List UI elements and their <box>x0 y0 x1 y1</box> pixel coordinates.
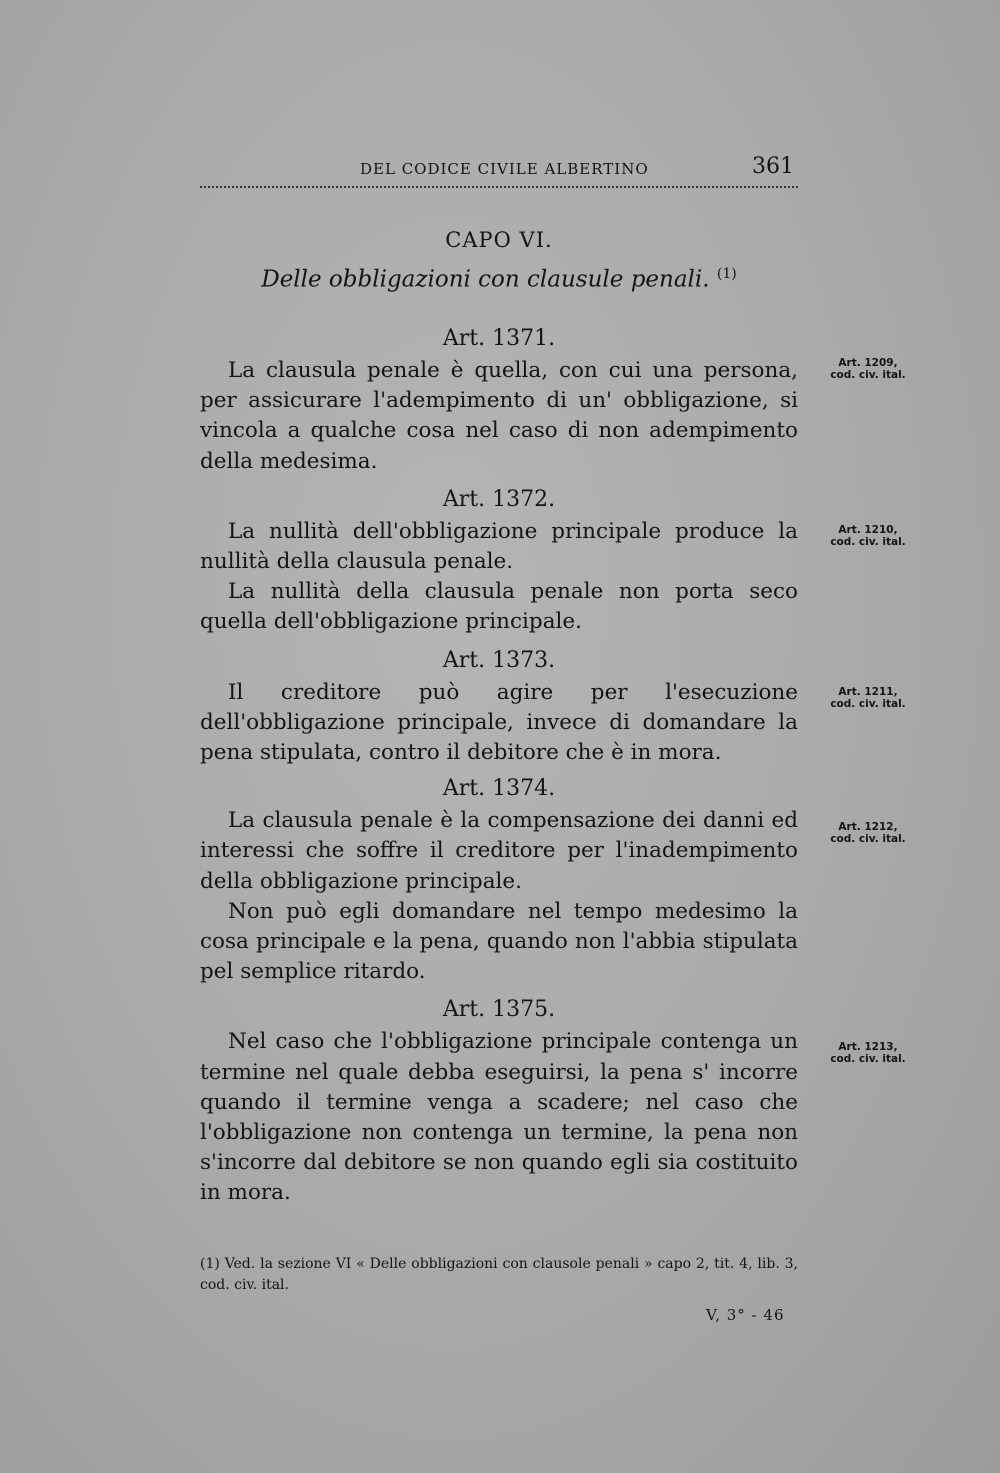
article-heading: Art. 1375. <box>442 997 556 1023</box>
article <box>200 772 798 987</box>
article <box>200 644 798 769</box>
chapter-subtitle <box>200 266 798 293</box>
article-heading: Art. 1374. <box>442 776 556 802</box>
side-note-line: cod. civ. ital. <box>830 698 906 710</box>
footnote-mark: (1) <box>716 266 737 282</box>
article-paragraph: La clausula penale è quella, con cui una persona, per assicurare l'adempimento di un' obbligazione, si vincola a qualche cosa nel caso di non adempimento della medesima. <box>200 358 798 474</box>
article-paragraph: La nullità della clausula penale non porta seco quella dell'obbligazione principale. <box>200 579 798 635</box>
side-note-art-1375 <box>818 1041 918 1065</box>
running-title: DEL CODICE CIVILE ALBERTINO <box>360 160 649 178</box>
article-heading: Art. 1371. <box>442 326 556 351</box>
article-heading: Art. 1372. <box>442 486 556 512</box>
printer-signature: V, 3° - 46 <box>706 1306 785 1324</box>
article-heading: Art. 1373. <box>442 647 556 673</box>
side-note-line: Art. 1209, <box>838 357 898 369</box>
article <box>200 483 798 638</box>
side-note-line: Art. 1213, <box>838 1041 898 1053</box>
article <box>200 993 798 1208</box>
side-note-line: cod. civ. ital. <box>830 536 906 548</box>
article-paragraph: Il creditore può agire per l'esecuzione dell'obbligazione principale, invece di domandare la pena stipulata, contro il debitore che è in mora. <box>200 679 798 766</box>
article-paragraph: Nel caso che l'obbligazione principale contenga un termine nel quale debba eseguirsi, la pena s' incorre quando il termine venga a scadere; nel caso che l'obbligazione non contenga un termine, la pena non s'incorre dal debitore se non quando egli sia costituito in mora. <box>200 1029 798 1206</box>
side-note-line: Art. 1212, <box>838 821 898 833</box>
article-paragraph: La clausula penale è la compensazione dei danni ed interessi che soffre il creditore per l'inadempimento della obbligazione principale. <box>200 808 798 894</box>
side-note-art-1372 <box>818 524 918 548</box>
side-note-art-1373 <box>818 686 918 710</box>
chapter-heading: CAPO VI. <box>445 228 553 252</box>
side-note-line: cod. civ. ital. <box>830 833 906 845</box>
article <box>200 322 798 477</box>
side-note-line: cod. civ. ital. <box>830 369 906 381</box>
article-paragraph: La nullità dell'obbligazione principale produce la nullità della clausula penale. <box>200 518 798 575</box>
side-note-line: Art. 1210, <box>838 524 898 536</box>
article-paragraph: Non può egli domandare nel tempo medesimo la cosa principale e la pena, quando non l'abbia stipulata pel semplice ritardo. <box>200 898 798 985</box>
side-note-line: cod. civ. ital. <box>830 1053 906 1065</box>
side-note-art-1374 <box>818 821 918 845</box>
page-body <box>200 322 798 1209</box>
side-note-line: Art. 1211, <box>838 686 898 698</box>
side-note-art-1371 <box>818 357 918 381</box>
subtitle-text: Delle obbligazioni con clausule penali. <box>261 266 710 293</box>
footnote: (1) Ved. la sezione VI « Delle obbligazioni con clausole penali » capo 2, tit. 4, lib. 3, cod. civ. ital. <box>200 1256 798 1293</box>
page-number: 361 <box>752 154 794 179</box>
page-header <box>200 152 798 188</box>
